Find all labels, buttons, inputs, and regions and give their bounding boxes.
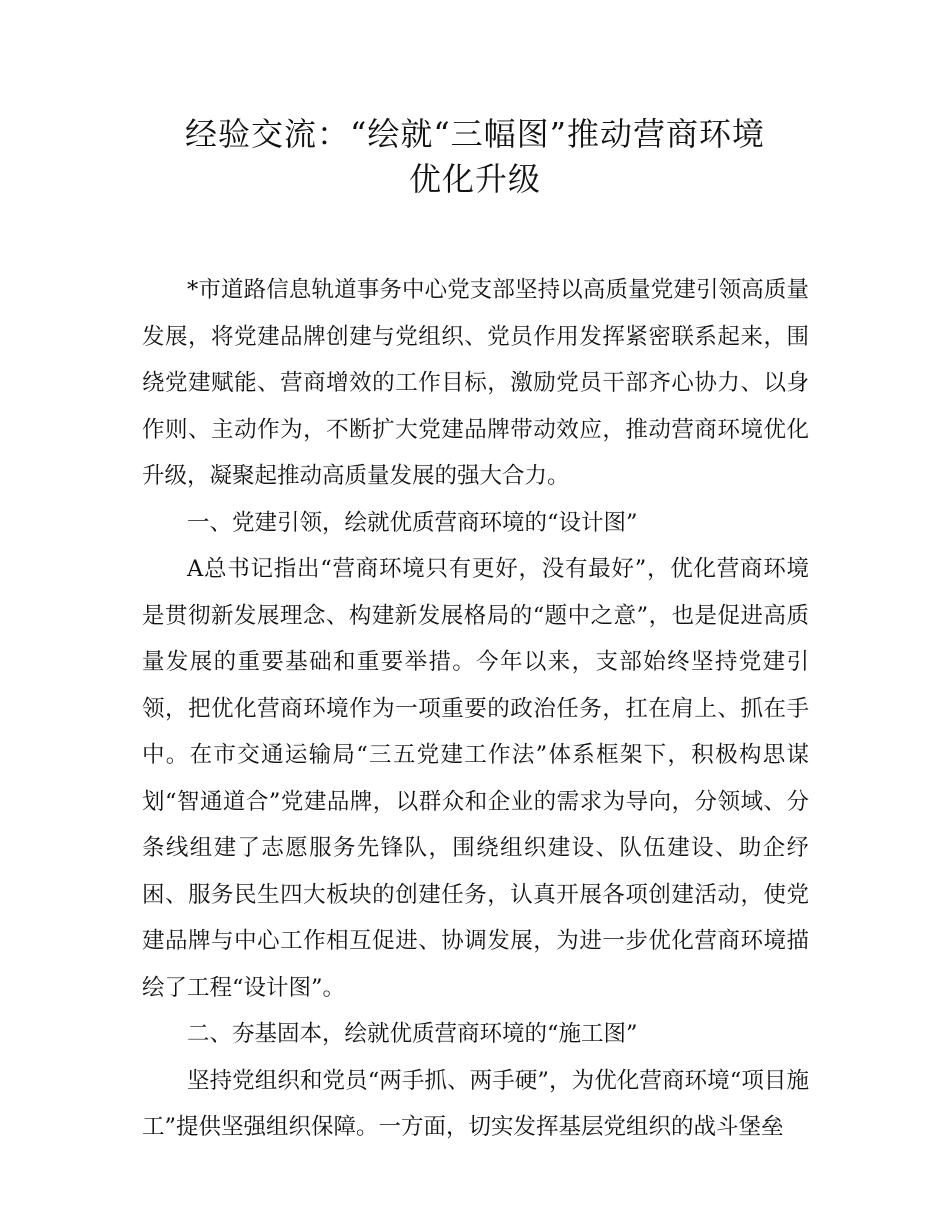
section-heading-2: 二、夯基固本，绘就优质营商环境的“施工图” [187,1021,638,1047]
document-body [142,267,809,1151]
section-2-paragraph: 坚持党组织和党员“两手抓、两手硬”，为优化营商环境“项目施工”提供坚强组织保障。一方面，切实发挥基层党组织的战斗堡垒 [142,1067,809,1140]
intro-paragraph: *市道路信息轨道事务中心党支部坚持以高质量党建引领高质量发展，将党建品牌创建与党组织、党员作用发挥紧密联系起来，围绕党建赋能、营商增效的工作目标，激励党员干部齐心协力、以身作则、主动作为，不断扩大党建品牌带动效应，推动营商环境优化升级，凝聚起推动高质量发展的强大合力。 [142,277,809,489]
section-heading-1: 一、党建引领，绘就优质营商环境的“设计图” [187,509,638,536]
title-line-2: 优化升级 [408,160,541,198]
document-title [120,112,830,202]
title-line-1: 经验交流：“绘就“三幅图”推动营商环境 [184,115,766,153]
section-1-paragraph: A总书记指出“营商环境只有更好，没有最好”，优化营商环境是贯彻新发展理念、构建新发展格局的“题中之意”，也是促进高质量发展的重要基础和重要举措。今年以来，支部始终坚持党建引领，把优化营商环境作为一项重要的政治任务，扛在肩上、抓在手中。在市交通运输局“三五党建工作法”体系框架下，积极构思谋划“智通道合”党建品牌，以群众和企业的需求为导向，分领域、分条线组建了志愿服务先锋队，围绕组织建设、队伍建设、助企纾困、服务民生四大板块的创建任务，认真开展各项创建活动，使党建品牌与中心工作相互促进、协调发展，为进一步优化营商环境描绘了工程“设计图”。 [142,556,809,1001]
